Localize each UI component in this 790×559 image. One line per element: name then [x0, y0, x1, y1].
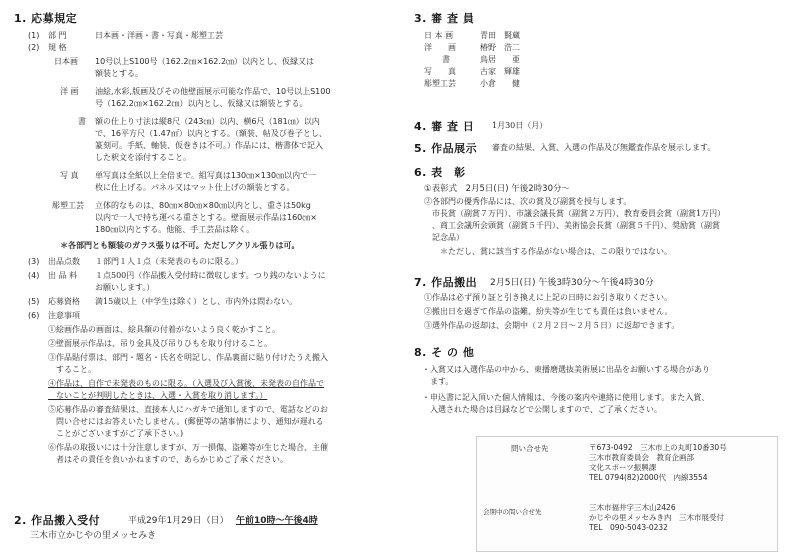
note-line: ④作品は、自作で未発表のものに限る。（入選及び入賞後、未発表の自作品で [48, 379, 324, 388]
award-ceremony: ①表彰式 2月5日(日) 午後2時30分～ [424, 184, 570, 194]
glass-note: ＊各部門とも額装のガラス張りは不可。ただしアクリル張りは可。 [60, 241, 300, 250]
kikaku-line: 180㎝以内とする。他能、手工芸品は除く。 [95, 225, 255, 234]
other-line: ・申込書に記入頂いた個人情報は、今後の案内や連絡に使用します。また入賞、 [422, 393, 710, 402]
section-3-title: 3. 審 査 員 [414, 12, 475, 25]
kikaku-line: 立体的なものは、80㎝×80㎝×80㎝以内とし、重さは50kg [95, 201, 311, 210]
judge-dept: 彫塑工芸 [424, 79, 456, 88]
item-text: １部門１人１点（未発表のものに限る。） [95, 257, 243, 266]
note-line: ①絵画作品の画面は、絵具類の付着がないよう良く乾かすこと。 [48, 325, 280, 334]
note-line: ⑤応募作品の審査結果は、直接本人にハガキで通知しますので、電話などのお [48, 405, 328, 414]
kikaku-label: 日本画 [54, 57, 78, 66]
pickup-line: ②搬出日を過ぎて作品の盗難、紛失等が生じても責任は負いません。 [424, 307, 673, 316]
note-line: すること。 [48, 365, 96, 374]
kikaku-line: した釈文を添付すること。 [95, 153, 191, 162]
intake-time: 午前10時～午後4時 [236, 516, 318, 526]
kikaku-line: 枚に仕上げる。パネル又はマット仕上げの額装とする。 [95, 183, 295, 192]
award-line: 市長賞（副賞７万円）、市議会議長賞（副賞２万円）、教育委員会賞（副賞1万円） [424, 209, 726, 218]
judge-dept: 写 真 [424, 67, 456, 76]
note-line: ことがございますがご了承下さい。) [48, 429, 184, 438]
other-line: 入選された場合は目録などで公開しますので、ご了承ください。 [422, 405, 662, 414]
section-5-title: 5. 作品展示 [414, 142, 478, 155]
contact-line: TEL 0794(82)2000代 内線3554 [589, 473, 708, 482]
kikaku-line: 以内で一人で持ち運べる重さとする。壁面展示作品は160㎝× [95, 213, 317, 222]
item-label: 応募資格 [48, 297, 80, 306]
section-7-title: 7. 作品搬出 [414, 276, 478, 289]
pickup-line: ①作品は必ず預り証と引き換えに上記の日時にお引き取りください。 [424, 293, 672, 302]
judge-name: 椿野 浩二 [480, 43, 520, 52]
judge-name: 鳥居 亜 [480, 55, 520, 64]
other-line: ます。 [422, 377, 454, 386]
judge-dept: 書 [442, 55, 450, 64]
kikaku-line: 号（162.2㎝×162.2㎝）以内とし、仮縁又は額装とする。 [95, 99, 308, 108]
note-line: ②壁面展示作品は、吊り金具及び吊りひもを取り付けること。 [48, 339, 272, 348]
kikaku-label: 写 真 [60, 171, 79, 180]
item-text: １点500円（作品搬入受付時に徴収します。つり銭のないように [95, 271, 326, 280]
contact-line: 三木市教育委員会 教育企画部 [589, 453, 694, 462]
award-line: ②各部門の優秀作品には、次の賞及び副賞を授与します。 [424, 197, 632, 206]
kikaku-line: 額の仕上り寸法は縦8尺（243㎝）以内、横6尺（181㎝）以内 [95, 117, 320, 126]
award-line: 記念品） [424, 233, 464, 242]
item-label: 部 門 [48, 31, 67, 40]
kikaku-line: 篆刻可。手紙、軸装、仮巻きは不可。）作品には、楷書体で記入 [95, 141, 323, 150]
contact-label: 会期中の問い合せ先 [483, 508, 542, 516]
contact-line: 〒673-0492 三木市上の丸町10番30号 [589, 443, 727, 452]
item-number: (4) [28, 271, 40, 280]
judge-name: 小倉 健 [480, 79, 520, 88]
section-1-title: 1. 応募規定 [14, 12, 78, 25]
item-label: 規 格 [48, 43, 67, 52]
contact-label: 問い合せ先 [511, 444, 549, 453]
contact-line: TEL 090-5043-0232 [589, 523, 668, 532]
note-line: ないことが判明したときは、入選・入賞を取り消します。） [48, 391, 268, 400]
judge-name: 青田 賢蔵 [480, 31, 520, 40]
contact-box [476, 436, 778, 552]
intake-date: 平成29年1月29日（日） [128, 516, 229, 526]
kikaku-line: で、16平方尺（1.47㎡）以内とする。（額装、帖及び巻子とし、 [95, 129, 327, 138]
kikaku-line: 額装とする。 [95, 69, 143, 78]
judge-dept: 日 本 画 [424, 31, 454, 40]
section-8-title: 8. そ の 他 [414, 346, 475, 359]
note-line: 者はその責任を負いかねますので、あらかじめご了承ください。 [48, 455, 288, 464]
contact-line: かじやの里メッセみき内 三木市展受付 [589, 513, 724, 522]
award-line: ＊ただし、賞に該当する作品がない場合は、この限りではない。 [424, 247, 672, 256]
note-line: 問い合せにはお答えいたしません。(郵便等の諸事情により、通知が遅れる [48, 417, 324, 426]
item-text: お願いします。） [95, 283, 155, 292]
contact-line: 文化スポーツ振興課 [589, 463, 657, 472]
other-line: ・入賞又は入選作品の中から、東播磨選抜美術展に出品をお願いする場合があり [422, 365, 710, 374]
judging-date: 1月30日（月） [492, 121, 548, 130]
item-label: 出 品 料 [48, 271, 78, 280]
item-text: 満15歳以上（中学生は除く）とし、市内外は問わない。 [95, 297, 298, 306]
award-line: 、商工会議所会頭賞（副賞５千円）、美術協会長賞（副賞５千円）、奨励賞（副賞 [424, 221, 720, 230]
item-number: (2) [28, 43, 40, 52]
pickup-line: ③選外作品の返却は、会期中（２月２日～２月５日）に返却できます。 [424, 321, 680, 330]
kikaku-label: 洋 画 [60, 87, 79, 96]
contact-line: 三木市福井字三木山2426 [589, 503, 676, 512]
kikaku-label: 彫塑工芸 [52, 201, 84, 210]
kikaku-label: 書 [78, 117, 86, 126]
section-6-title: 6. 表 彰 [414, 166, 466, 179]
judge-dept: 洋 画 [424, 43, 456, 52]
intake-place: 三木市立かじやの里メッセみき [30, 531, 157, 541]
item-number: (3) [28, 257, 40, 266]
item-label: 出品点数 [48, 257, 80, 266]
item-text: 日本画・洋画・書・写真・彫塑工芸 [95, 31, 223, 40]
section-2-title: 2. 作品搬入受付 [14, 514, 101, 527]
item-number: (5) [28, 297, 40, 306]
item-label: 注意事項 [48, 311, 80, 320]
item-number: (6) [28, 311, 40, 320]
judge-name: 古家 輝雄 [480, 67, 520, 76]
exhibit-text: 審査の結果、入賞、入選の作品及び無鑑査作品を展示します。 [492, 143, 716, 152]
section-4-title: 4. 審 査 日 [414, 120, 475, 133]
kikaku-line: 油絵,水彩,版画及びその他壁面展示可能な作品で、10号以上S100 [95, 87, 331, 96]
note-line: ⑥作品の取扱いには十分注意しますが、万一損傷、盗難等が生じた場合、主催 [48, 443, 328, 452]
kikaku-line: 10号以上S100号（162.2㎝×162.2㎝）以内とし、仮縁又は [95, 57, 315, 66]
note-line: ③作品貼付票は、部門・題名・氏名を明記し、作品裏面に貼り付けたうえ搬入 [48, 353, 328, 362]
kikaku-line: 単写真は全紙以上全倍まで。組写真は130㎝×130㎝以内で一 [95, 171, 317, 180]
item-number: (1) [28, 31, 40, 40]
pickup-datetime: 2月5日(日) 午後3時30分～午後4時30分 [490, 278, 654, 288]
